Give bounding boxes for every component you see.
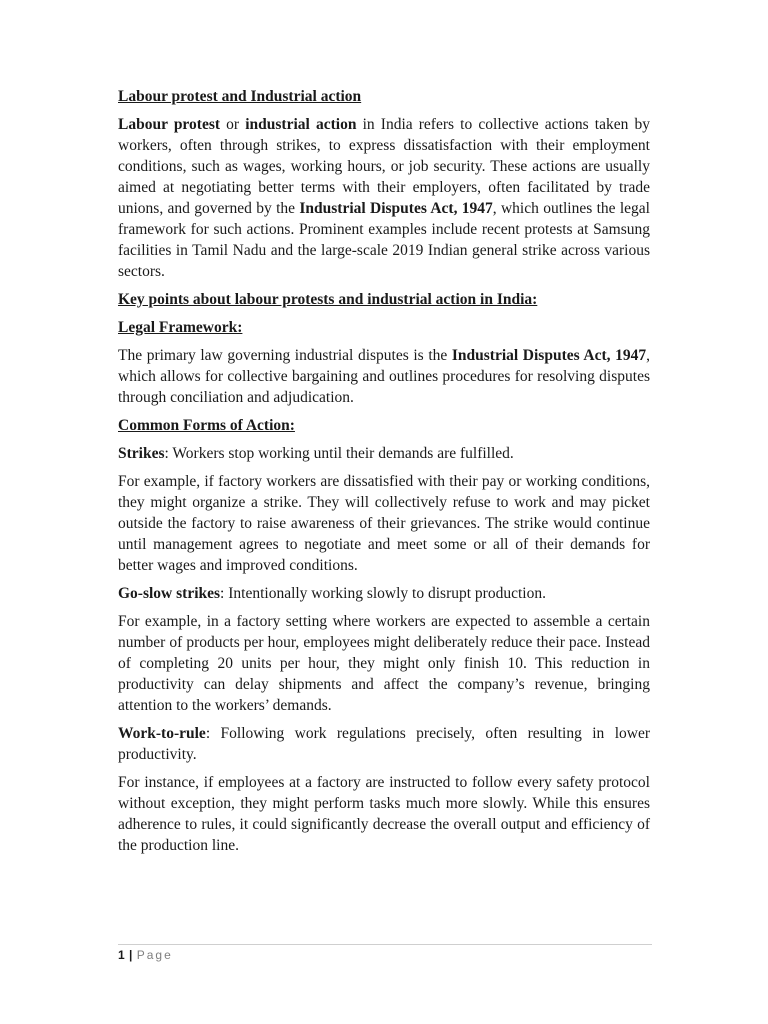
worktorule-example: For instance, if employees at a factory are instructed to follow every safety protocol without exception, they might perform tasks much more slowly. While this ensures adherence to rules, it could significantly decrease the overall output and efficiency of the production line. bbox=[118, 774, 650, 854]
worktorule-definition bbox=[118, 723, 650, 765]
intro-act-name: Industrial Disputes Act, 1947 bbox=[299, 200, 493, 217]
document-body bbox=[118, 86, 650, 863]
intro-term-industrial-action: industrial action bbox=[245, 116, 357, 133]
goslow-label: Go-slow strikes bbox=[118, 585, 221, 602]
legal-framework-heading: Legal Framework: bbox=[118, 319, 243, 336]
footer-divider bbox=[118, 944, 652, 945]
page-word: Page bbox=[136, 948, 173, 962]
strikes-label: Strikes bbox=[118, 445, 165, 462]
strikes-example: For example, if factory workers are dissatisfied with their pay or working conditions, they might organize a strike. They will collectively refuse to work and may picket outside the factory to raise awareness of their grievances. The strike would continue until management agrees to negotiate and meet some or all of their demands for better wages and improved conditions. bbox=[118, 473, 650, 574]
legal-framework-paragraph bbox=[118, 345, 650, 408]
goslow-definition bbox=[118, 583, 650, 604]
intro-text-2: , which outlines the legal framework for such actions. Prominent examples include recent protests at Samsung facilities in Tamil Nadu and the large-scale 2019 Indian general strike across various sectors. bbox=[118, 200, 650, 280]
page-footer bbox=[118, 948, 173, 962]
intro-or: or bbox=[220, 116, 246, 133]
intro-term-labour-protest: Labour protest bbox=[118, 116, 221, 133]
goslow-example: For example, in a factory setting where workers are expected to assemble a certain number of products per hour, employees might deliberately reduce their pace. Instead of completing 20 units per hour, they might only finish 10. This reduction in productivity can delay shipments and affect the company’s revenue, bringing attention to the workers’ demands. bbox=[118, 613, 650, 714]
strikes-text: : Workers stop working until their demands are fulfilled. bbox=[164, 445, 514, 462]
legal-text-1: The primary law governing industrial disputes is the bbox=[118, 347, 452, 364]
document-title: Labour protest and Industrial action bbox=[118, 88, 362, 105]
common-forms-heading: Common Forms of Action: bbox=[118, 417, 295, 434]
footer-separator: | bbox=[125, 948, 137, 962]
worktorule-text: : Following work regulations precisely, often resulting in lower productivity. bbox=[118, 725, 650, 763]
legal-act-name: Industrial Disputes Act, 1947 bbox=[451, 347, 647, 364]
key-points-heading: Key points about labour protests and industrial action in India: bbox=[118, 291, 538, 308]
strikes-definition bbox=[118, 443, 650, 464]
goslow-text: : Intentionally working slowly to disrupt production. bbox=[220, 585, 546, 602]
worktorule-label: Work-to-rule bbox=[118, 725, 206, 742]
page-number: 1 bbox=[118, 948, 126, 962]
legal-text-2: , which allows for collective bargaining and outlines procedures for resolving disputes through conciliation and adjudication. bbox=[118, 347, 650, 406]
intro-paragraph bbox=[118, 114, 650, 282]
intro-text-1: in India refers to collective actions taken by workers, often through strikes, to express dissatisfaction with their employment conditions, such as wages, working hours, or job security. These actions are usually aimed at negotiating better terms with their employers, often facilitated by trade unions, and governed by the bbox=[118, 116, 651, 217]
